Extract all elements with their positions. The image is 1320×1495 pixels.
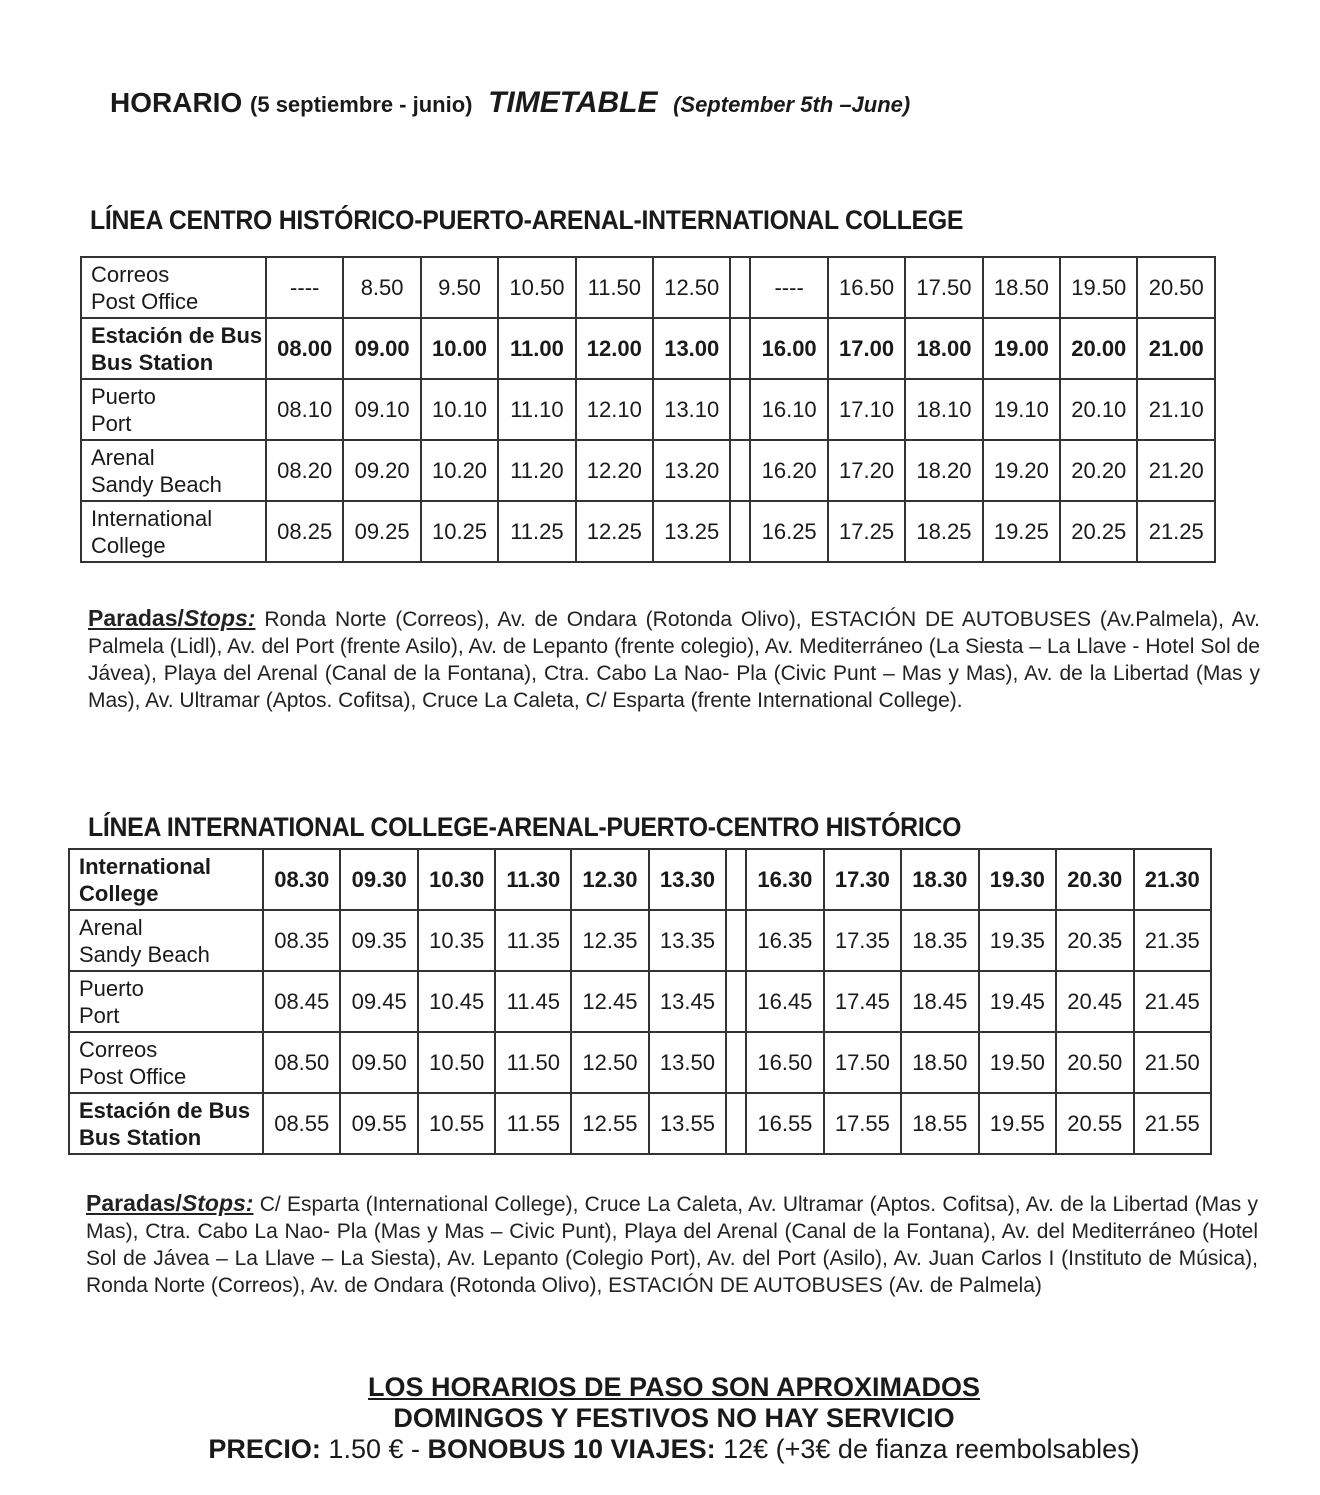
time-cell: 11.00 xyxy=(498,318,575,379)
time-cell: 08.20 xyxy=(266,440,343,501)
stop-name-en: Port xyxy=(91,410,132,436)
time-cell: 19.45 xyxy=(979,971,1056,1032)
time-cell: 13.50 xyxy=(649,1032,726,1093)
time-cell: 19.30 xyxy=(979,849,1056,910)
time-cell: 16.30 xyxy=(746,849,823,910)
time-cell: 09.25 xyxy=(343,501,420,562)
line1-title: LÍNEA CENTRO HISTÓRICO-PUERTO-ARENAL-INTERNATIONAL COLLEGE xyxy=(90,205,964,235)
midday-gap-cell xyxy=(726,1032,746,1093)
footer-notice xyxy=(0,1372,1320,1465)
time-cell: 13.35 xyxy=(649,910,726,971)
time-cell: 10.45 xyxy=(418,971,495,1032)
midday-gap-cell xyxy=(726,849,746,910)
line1-stops-text: Ronda Norte (Correos), Av. de Ondara (Rotonda Olivo), ESTACIÓN DE AUTOBUSES (Av.Palmela), Av. Palmela (Lidl), Av. del Port (frente Asilo), Av. de Lepanto (frente colegio), Av. Mediterráneo (La Siesta – La Llave - Hotel Sol de Jávea), Playa del Arenal (Canal de la Fontana), Ctra. Cabo La Nao- Pla (Civic Punt – Mas y Mas), Av. de la Libertad (Mas y Mas), Av. Ultramar (Aptos. Cofitsa), Cruce La Caleta, C/ Esparta (frente International College). xyxy=(88,608,1260,712)
page-heading xyxy=(110,86,910,120)
time-cell: 17.20 xyxy=(828,440,905,501)
stop-name-en: Port xyxy=(79,1002,120,1028)
line2-stops-text: C/ Esparta (International College), Cruce La Caleta, Av. Ultramar (Aptos. Cofitsa), Av. de la Libertad (Mas y Mas), Ctra. Cabo La Nao- Pla (Mas y Mas – Civic Punt), Playa del Arenal (Canal de la Fontana), Av. del Mediterráneo (Hotel Sol de Jávea – La Llave – La Siesta), Av. Lepanto (Colegio Port), Av. del Port (Asilo), Av. Juan Carlos I (Instituto de Música), Ronda Norte (Correos), Av. de Ondara (Rotonda Olivo), ESTACIÓN DE AUTOBUSES (Av. de Palmela) xyxy=(86,1193,1258,1297)
time-cell: 09.55 xyxy=(340,1093,417,1154)
timetable-row xyxy=(69,971,1211,1032)
timetable-row xyxy=(69,1093,1211,1154)
time-cell: 19.20 xyxy=(983,440,1060,501)
time-cell: 13.20 xyxy=(653,440,730,501)
time-cell: 10.55 xyxy=(418,1093,495,1154)
time-cell: 17.50 xyxy=(824,1032,901,1093)
time-cell: 10.50 xyxy=(418,1032,495,1093)
time-cell: ---- xyxy=(750,257,827,318)
horario-period: (5 septiembre - junio) xyxy=(250,92,473,117)
time-cell: 20.10 xyxy=(1060,379,1137,440)
time-cell: 12.10 xyxy=(576,379,653,440)
time-cell: 18.50 xyxy=(901,1032,978,1093)
time-cell: 18.20 xyxy=(905,440,982,501)
stop-name-es: Correos xyxy=(91,261,170,287)
line1-stops-paragraph xyxy=(88,605,1260,714)
time-cell: 21.10 xyxy=(1137,379,1215,440)
midday-gap-cell xyxy=(726,971,746,1032)
midday-gap-cell xyxy=(730,257,750,318)
timetable-row xyxy=(81,379,1215,440)
time-cell: 20.50 xyxy=(1137,257,1215,318)
time-cell: ---- xyxy=(266,257,343,318)
time-cell: 12.55 xyxy=(571,1093,648,1154)
time-cell: 11.55 xyxy=(495,1093,571,1154)
time-cell: 9.50 xyxy=(421,257,498,318)
time-cell: 20.55 xyxy=(1056,1093,1133,1154)
timetable-row xyxy=(81,318,1215,379)
time-cell: 12.25 xyxy=(576,501,653,562)
time-cell: 8.50 xyxy=(343,257,420,318)
time-cell: 11.45 xyxy=(495,971,571,1032)
time-cell: 19.50 xyxy=(1060,257,1137,318)
time-cell: 17.50 xyxy=(905,257,982,318)
stop-name-cell xyxy=(81,501,266,562)
time-cell: 21.50 xyxy=(1134,1032,1212,1093)
stop-name-es: Correos xyxy=(79,1036,158,1062)
time-cell: 10.50 xyxy=(498,257,575,318)
stop-name-cell xyxy=(69,971,263,1032)
midday-gap-cell xyxy=(730,379,750,440)
time-cell: 18.55 xyxy=(901,1093,978,1154)
stop-name-es: Estación de Bus xyxy=(91,322,263,348)
stop-name-cell xyxy=(81,379,266,440)
time-cell: 08.10 xyxy=(266,379,343,440)
time-cell: 10.20 xyxy=(421,440,498,501)
time-cell: 19.00 xyxy=(983,318,1060,379)
time-cell: 12.00 xyxy=(576,318,653,379)
stop-name-cell xyxy=(69,910,263,971)
midday-gap-cell xyxy=(726,1093,746,1154)
time-cell: 16.10 xyxy=(750,379,827,440)
time-cell: 19.55 xyxy=(979,1093,1056,1154)
price-value: 1.50 € - xyxy=(320,1434,428,1464)
time-cell: 11.30 xyxy=(495,849,571,910)
timetable-row xyxy=(81,501,1215,562)
timetable-period: (September 5th –June) xyxy=(673,92,911,117)
price-line xyxy=(28,1434,1320,1465)
time-cell: 12.45 xyxy=(571,971,648,1032)
stop-name-es: Estación de Bus xyxy=(79,1097,251,1123)
stop-name-es: International xyxy=(79,853,212,879)
no-service-notice: DOMINGOS Y FESTIVOS NO HAY SERVICIO xyxy=(393,1403,955,1433)
time-cell: 09.20 xyxy=(343,440,420,501)
time-cell: 17.30 xyxy=(824,849,901,910)
time-cell: 16.50 xyxy=(746,1032,823,1093)
time-cell: 09.50 xyxy=(340,1032,417,1093)
time-cell: 09.10 xyxy=(343,379,420,440)
time-cell: 18.50 xyxy=(983,257,1060,318)
time-cell: 21.55 xyxy=(1134,1093,1212,1154)
stop-name-cell xyxy=(69,1032,263,1093)
time-cell: 13.45 xyxy=(649,971,726,1032)
timetable-row xyxy=(69,849,1211,910)
line2-stops-label: Paradas/Stops: xyxy=(86,1190,254,1216)
price-label: PRECIO: xyxy=(208,1434,321,1464)
time-cell: 13.10 xyxy=(653,379,730,440)
time-cell: 21.45 xyxy=(1134,971,1212,1032)
time-cell: 10.10 xyxy=(421,379,498,440)
stop-name-es: International xyxy=(91,505,213,531)
approx-times-notice: LOS HORARIOS DE PASO SON APROXIMADOS xyxy=(367,1372,981,1402)
line2-title: LÍNEA INTERNATIONAL COLLEGE-ARENAL-PUERTO-CENTRO HISTÓRICO xyxy=(88,812,962,842)
stop-name-en: Bus Station xyxy=(91,349,214,375)
stop-name-en: College xyxy=(79,880,159,906)
time-cell: 19.10 xyxy=(983,379,1060,440)
time-cell: 21.35 xyxy=(1134,910,1212,971)
time-cell: 17.25 xyxy=(828,501,905,562)
time-cell: 19.35 xyxy=(979,910,1056,971)
time-cell: 16.55 xyxy=(746,1093,823,1154)
time-cell: 11.25 xyxy=(498,501,575,562)
timetable-label: TIMETABLE xyxy=(488,86,658,119)
stop-name-cell xyxy=(69,849,263,910)
time-cell: 18.45 xyxy=(901,971,978,1032)
time-cell: 16.45 xyxy=(746,971,823,1032)
time-cell: 13.55 xyxy=(649,1093,726,1154)
stop-name-cell xyxy=(81,318,266,379)
time-cell: 12.50 xyxy=(571,1032,648,1093)
time-cell: 11.35 xyxy=(495,910,571,971)
time-cell: 12.30 xyxy=(571,849,648,910)
time-cell: 16.25 xyxy=(750,501,827,562)
timetable-row xyxy=(69,1032,1211,1093)
time-cell: 17.00 xyxy=(828,318,905,379)
horario-label: HORARIO xyxy=(110,87,243,118)
stop-name-en: Post Office xyxy=(91,288,199,314)
timetable-row xyxy=(81,257,1215,318)
stop-name-cell xyxy=(81,257,266,318)
time-cell: 21.30 xyxy=(1134,849,1212,910)
time-cell: 20.20 xyxy=(1060,440,1137,501)
time-cell: 16.00 xyxy=(750,318,827,379)
time-cell: 09.45 xyxy=(340,971,417,1032)
time-cell: 10.25 xyxy=(421,501,498,562)
line1-timetable xyxy=(80,256,1216,563)
time-cell: 21.20 xyxy=(1137,440,1215,501)
stop-name-es: Arenal xyxy=(79,914,143,940)
timetable-row xyxy=(81,440,1215,501)
time-cell: 08.35 xyxy=(263,910,340,971)
time-cell: 19.50 xyxy=(979,1032,1056,1093)
time-cell: 18.00 xyxy=(905,318,982,379)
time-cell: 08.00 xyxy=(266,318,343,379)
midday-gap-cell xyxy=(726,910,746,971)
time-cell: 17.10 xyxy=(828,379,905,440)
time-cell: 16.20 xyxy=(750,440,827,501)
line1-stops-label: Paradas/Stops: xyxy=(88,605,256,631)
stop-name-es: Arenal xyxy=(91,444,155,470)
time-cell: 11.50 xyxy=(576,257,653,318)
time-cell: 20.50 xyxy=(1056,1032,1133,1093)
time-cell: 21.25 xyxy=(1137,501,1215,562)
time-cell: 10.30 xyxy=(418,849,495,910)
time-cell: 09.35 xyxy=(340,910,417,971)
line2-stops-paragraph xyxy=(86,1190,1258,1299)
time-cell: 12.35 xyxy=(571,910,648,971)
time-cell: 12.50 xyxy=(653,257,730,318)
stop-name-cell xyxy=(81,440,266,501)
stop-name-en: Sandy Beach xyxy=(91,471,222,497)
time-cell: 20.30 xyxy=(1056,849,1133,910)
bonobus-label: BONOBUS 10 VIAJES: xyxy=(427,1434,716,1464)
time-cell: 09.30 xyxy=(340,849,417,910)
time-cell: 11.50 xyxy=(495,1032,571,1093)
time-cell: 10.00 xyxy=(421,318,498,379)
timetable-row xyxy=(69,910,1211,971)
time-cell: 08.50 xyxy=(263,1032,340,1093)
time-cell: 20.00 xyxy=(1060,318,1137,379)
time-cell: 17.45 xyxy=(824,971,901,1032)
stop-name-cell xyxy=(69,1093,263,1154)
midday-gap-cell xyxy=(730,440,750,501)
time-cell: 10.35 xyxy=(418,910,495,971)
time-cell: 18.30 xyxy=(901,849,978,910)
time-cell: 08.30 xyxy=(263,849,340,910)
time-cell: 16.35 xyxy=(746,910,823,971)
time-cell: 11.10 xyxy=(498,379,575,440)
time-cell: 20.25 xyxy=(1060,501,1137,562)
time-cell: 16.50 xyxy=(828,257,905,318)
time-cell: 18.25 xyxy=(905,501,982,562)
midday-gap-cell xyxy=(730,501,750,562)
time-cell: 13.00 xyxy=(653,318,730,379)
stop-name-en: Sandy Beach xyxy=(79,941,210,967)
time-cell: 08.55 xyxy=(263,1093,340,1154)
stop-name-en: Post Office xyxy=(79,1063,187,1089)
time-cell: 09.00 xyxy=(343,318,420,379)
time-cell: 13.30 xyxy=(649,849,726,910)
time-cell: 11.20 xyxy=(498,440,575,501)
time-cell: 17.35 xyxy=(824,910,901,971)
time-cell: 18.10 xyxy=(905,379,982,440)
bonobus-value: 12€ (+3€ de fianza reembolsables) xyxy=(715,1434,1140,1464)
time-cell: 19.25 xyxy=(983,501,1060,562)
time-cell: 18.35 xyxy=(901,910,978,971)
stop-name-en: College xyxy=(91,532,166,558)
stop-name-en: Bus Station xyxy=(79,1124,202,1150)
time-cell: 21.00 xyxy=(1137,318,1215,379)
time-cell: 08.25 xyxy=(266,501,343,562)
time-cell: 13.25 xyxy=(653,501,730,562)
time-cell: 17.55 xyxy=(824,1093,901,1154)
line2-timetable xyxy=(68,848,1212,1155)
time-cell: 20.45 xyxy=(1056,971,1133,1032)
stop-name-es: Puerto xyxy=(79,975,144,1001)
time-cell: 20.35 xyxy=(1056,910,1133,971)
time-cell: 12.20 xyxy=(576,440,653,501)
time-cell: 08.45 xyxy=(263,971,340,1032)
midday-gap-cell xyxy=(730,318,750,379)
stop-name-es: Puerto xyxy=(91,383,156,409)
